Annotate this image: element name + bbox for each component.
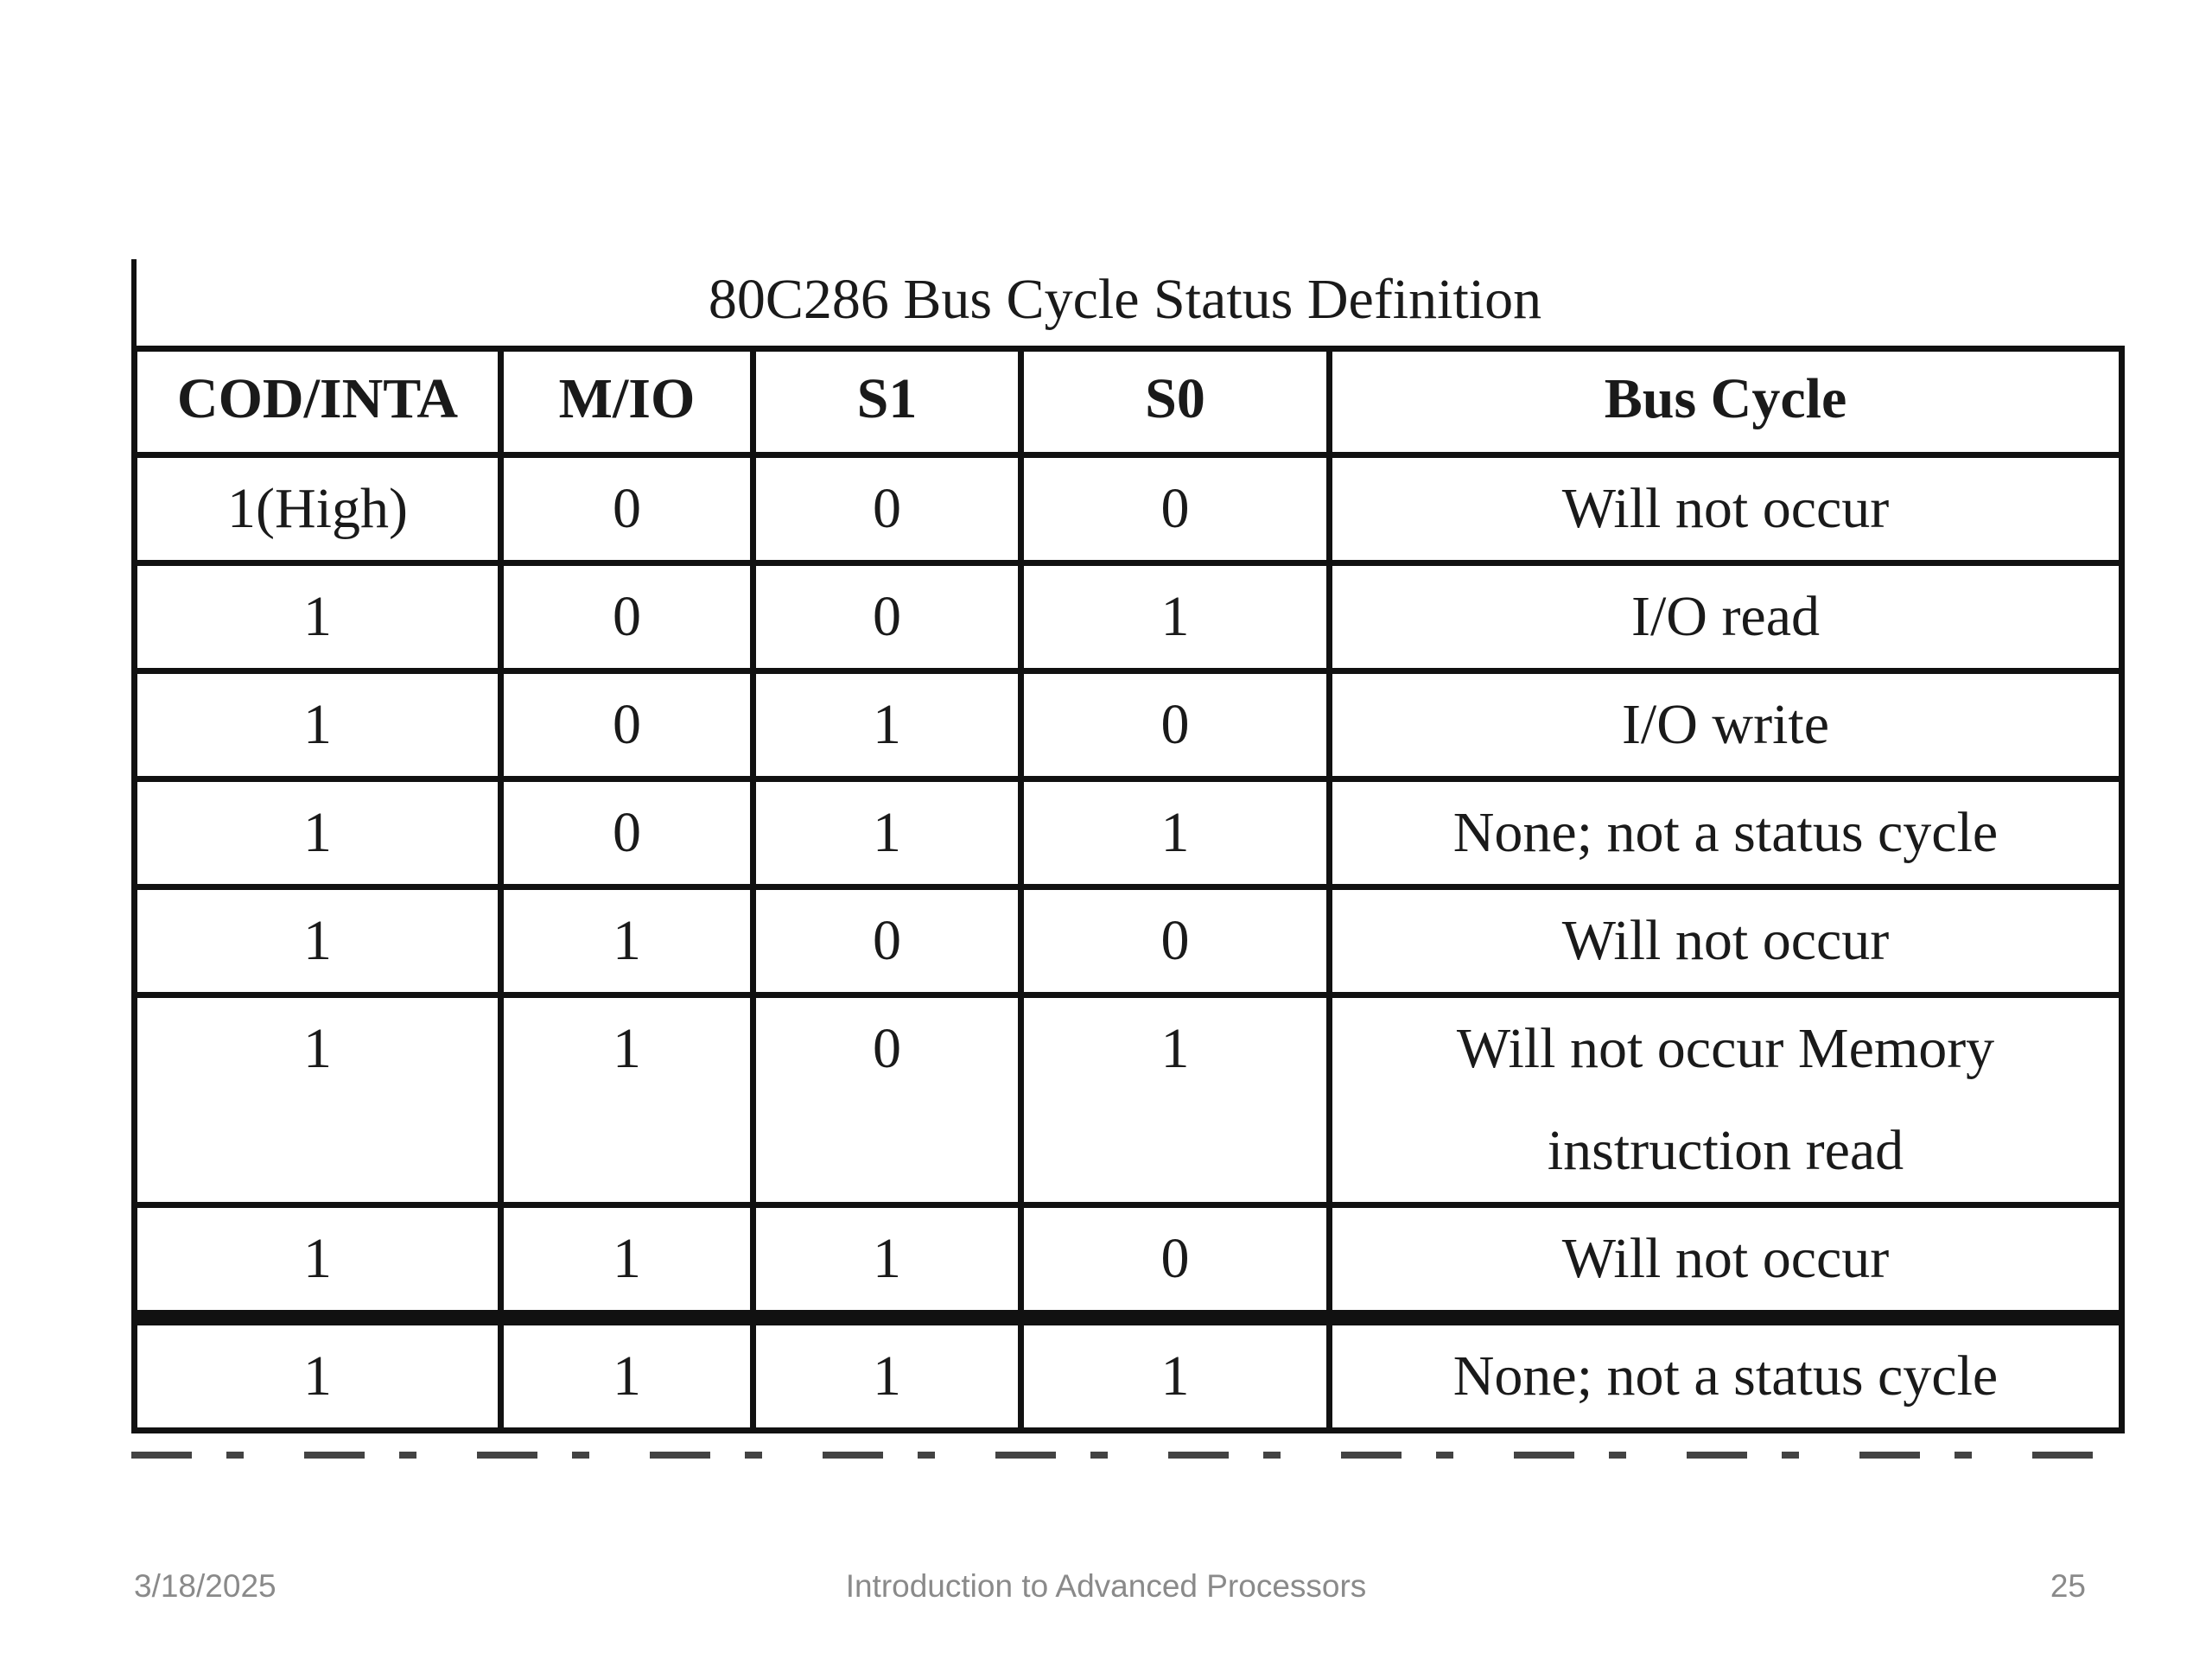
table-title: 80C286 Bus Cycle Status Definition [708,268,1542,331]
table-row [135,995,2122,1205]
cell-s0: 0 [1021,455,1330,563]
cell-cod-inta: 1 [135,1318,501,1431]
cell-bus-cycle: Will not occur [1330,455,2122,563]
cell-s0: 1 [1021,563,1330,671]
footer-title: Introduction to Advanced Processors [845,1568,1367,1604]
cell-s0: 1 [1021,995,1330,1205]
cell-m-io: 1 [501,995,753,1205]
cell-s1: 0 [753,563,1021,671]
cell-m-io: 1 [501,1205,753,1319]
cell-s0: 0 [1021,671,1330,779]
cell-cod-inta: 1 [135,887,501,995]
table-figure [131,259,2119,1460]
cell-s1: 0 [753,995,1021,1205]
column-header-s0: S0 [1021,349,1330,455]
cell-bus-cycle: I/O write [1330,671,2122,779]
column-header-m-io: M/IO [501,349,753,455]
table-header-row [135,349,2122,455]
cell-m-io: 1 [501,1318,753,1431]
cell-s0: 1 [1021,779,1330,887]
cell-cod-inta: 1 [135,779,501,887]
table-row [135,671,2122,779]
cell-s1: 0 [753,455,1021,563]
page-number: 25 [2050,1568,2086,1604]
cell-s1: 1 [753,671,1021,779]
cell-m-io: 0 [501,671,753,779]
cell-s1: 1 [753,1318,1021,1431]
cell-bus-cycle: None; not a status cycle [1330,779,2122,887]
table-row [135,887,2122,995]
cell-cod-inta: 1 [135,563,501,671]
cell-m-io: 0 [501,563,753,671]
footer-date: 3/18/2025 [134,1568,276,1604]
cell-s0: 0 [1021,1205,1330,1319]
cell-m-io: 1 [501,887,753,995]
cell-s1: 0 [753,887,1021,995]
column-header-s1: S1 [753,349,1021,455]
column-header-bus-cycle: Bus Cycle [1330,349,2122,455]
bus-cycle-status-table [131,346,2125,1433]
cell-s0: 0 [1021,887,1330,995]
cell-bus-cycle: I/O read [1330,563,2122,671]
cropped-text-edge [131,1452,2119,1459]
table-row [135,1318,2122,1431]
cell-cod-inta: 1 [135,1205,501,1319]
cell-m-io: 0 [501,455,753,563]
table-row [135,455,2122,563]
cell-s1: 1 [753,1205,1021,1319]
cell-s0: 1 [1021,1318,1330,1431]
cell-s1: 1 [753,779,1021,887]
cell-m-io: 0 [501,779,753,887]
cell-bus-cycle: Will not occur Memory instruction read [1330,995,2122,1205]
cell-cod-inta: 1 [135,671,501,779]
cell-bus-cycle: None; not a status cycle [1330,1318,2122,1431]
cell-cod-inta: 1(High) [135,455,501,563]
table-row [135,779,2122,887]
table-row [135,1205,2122,1319]
table-row [135,563,2122,671]
cell-bus-cycle: Will not occur [1330,887,2122,995]
cell-bus-cycle: Will not occur [1330,1205,2122,1319]
column-header-cod-inta: COD/INTA [135,349,501,455]
cell-cod-inta: 1 [135,995,501,1205]
